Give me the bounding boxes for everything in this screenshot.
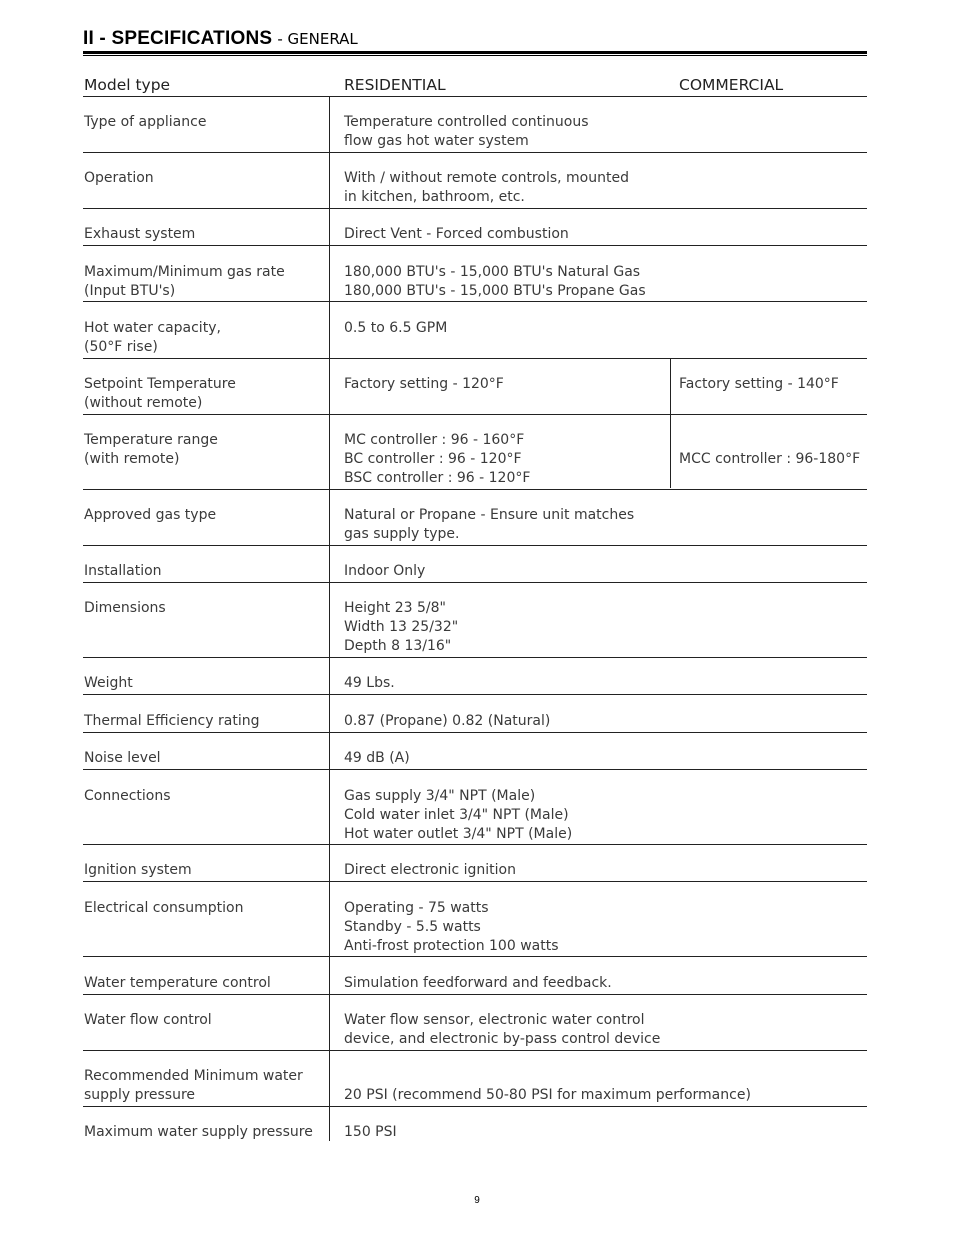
spec-value-residential: Direct electronic ignition [344,862,516,878]
row-divider [83,301,867,302]
spec-value-residential: 180,000 BTU's - 15,000 BTU's Natural Gas 180,000 BTU's - 15,000 BTU's Propane Gas [344,264,646,299]
spec-label: Maximum/Minimum gas rate (Input BTU's) [84,264,285,299]
row-divider [83,96,867,97]
spec-value-residential: Simulation feedforward and feedback. [344,975,612,991]
column-header-model-type: Model type [84,76,171,94]
row-divider [83,1106,867,1107]
row-divider [83,245,867,246]
column-divider [329,96,330,1141]
spec-value-commercial: MCC controller : 96-180°F [679,451,861,467]
row-divider [83,694,867,695]
row-divider [83,489,867,490]
spec-label: Operation [84,170,154,186]
section-title: II - SPECIFICATIONS [83,28,273,49]
spec-value-residential: 150 PSI [344,1124,397,1140]
spec-value-residential: 49 Lbs. [344,675,395,691]
spec-label: Noise level [84,750,161,766]
row-divider [83,414,867,415]
spec-value-residential: Indoor Only [344,563,426,579]
spec-value-residential: 0.5 to 6.5 GPM [344,320,448,336]
spec-value-residential: 0.87 (Propane) 0.82 (Natural) [344,713,551,729]
row-divider [83,1050,867,1051]
spec-label: Ignition system [84,862,192,878]
spec-label: Water flow control [84,1012,212,1028]
spec-label: Installation [84,563,162,579]
spec-label: Temperature range (with remote) [84,432,218,467]
spec-value-residential: Factory setting - 120°F [344,376,504,392]
row-divider [83,545,867,546]
spec-label: Recommended Minimum water supply pressure [84,1068,303,1103]
spec-label: Thermal Efficiency rating [84,713,260,729]
spec-value-residential: Natural or Propane - Ensure unit matches gas supply type. [344,507,635,542]
spec-value-residential: 49 dB (A) [344,750,410,766]
spec-value-commercial: Factory setting - 140°F [679,376,839,392]
spec-value-residential: Gas supply 3/4" NPT (Male) Cold water inlet 3/4" NPT (Male) Hot water outlet 3/4" NPT (Male) [344,788,573,842]
spec-label: Maximum water supply pressure [84,1124,313,1140]
spec-label: Approved gas type [84,507,217,523]
page-number: 9 [474,1195,480,1206]
row-divider [83,732,867,733]
row-divider [83,769,867,770]
spec-value-residential: Height 23 5/8" Width 13 25/32" Depth 8 13/16" [344,600,459,654]
spec-label: Dimensions [84,600,166,616]
spec-value-residential: Operating - 75 watts Standby - 5.5 watts Anti-frost protection 100 watts [344,900,559,954]
spec-label: Exhaust system [84,226,196,242]
spec-label: Hot water capacity, (50°F rise) [84,320,221,355]
spec-value-residential: Direct Vent - Forced combustion [344,226,569,242]
spec-value-residential: With / without remote controls, mounted in kitchen, bathroom, etc. [344,170,629,205]
spec-label: Type of appliance [84,114,207,130]
spec-value-residential: 20 PSI (recommend 50-80 PSI for maximum performance) [344,1087,751,1103]
row-divider [83,844,867,845]
commercial-column-divider [670,358,671,488]
section-subtitle: - GENERAL [277,30,358,48]
spec-label: Connections [84,788,171,804]
row-divider [83,994,867,995]
heading-rule-thin [83,55,867,56]
spec-label: Setpoint Temperature (without remote) [84,376,236,411]
heading-rule-thick [83,51,867,54]
row-divider [83,881,867,882]
row-divider [83,358,867,359]
section-heading [83,28,867,50]
spec-value-residential: MC controller : 96 - 160°F BC controller : 96 - 120°F BSC controller : 96 - 120°F [344,432,531,486]
row-divider [83,657,867,658]
spec-value-residential: Water flow sensor, electronic water control device, and electronic by-pass control device [344,1012,661,1047]
column-header-commercial: COMMERCIAL [679,76,784,94]
row-divider [83,956,867,957]
spec-value-residential: Temperature controlled continuous flow gas hot water system [344,114,589,149]
spec-label: Weight [84,675,133,691]
spec-label: Electrical consumption [84,900,244,916]
column-header-residential: RESIDENTIAL [344,76,446,94]
row-divider [83,582,867,583]
spec-label: Water temperature control [84,975,271,991]
row-divider [83,208,867,209]
row-divider [83,152,867,153]
